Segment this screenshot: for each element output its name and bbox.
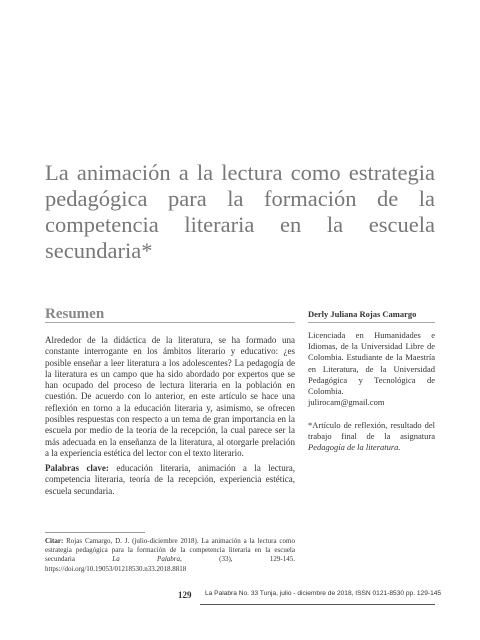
article-note-work-title: Pedagogía de la literatura. [308,442,401,453]
article-type-note [308,420,435,454]
author-bio: Licenciada en Humanidades e Idiomas, de la Universidad Libre de Colombia. Estudiante de la Maestría en Literatura, de la Universidad Pedagógica y Tecnológica de Colombia. [308,330,435,397]
keywords-text: educación literaria, animación a la lectura, competencia literaria, teoría de la recepción, experiencia estética, escuela secundaria. [45,463,295,496]
citation-label: Citar: [45,537,64,545]
author-name: Derly Juliana Rojas Camargo [308,309,417,319]
keywords-label: Palabras clave: [45,463,109,473]
article-note-prefix: *Artículo de reflexión, resultado del trabajo final de la asignatura [308,420,435,442]
abstract-rule [45,322,295,323]
citation [45,537,295,574]
author-rule [308,322,435,323]
article-title: La animación a la lectura como estrategia pedagógica para la formación de la competencia literaria en la escuela secundaria* [45,160,435,263]
abstract-text: Alrededor de la didáctica de la literatura, se ha formado una constante interrogante en los ámbitos literario y educativo: ¿es posible enseñar a leer literatura a los adolescentes? La pedagogía de la literatura es un campo que ha sido abordado por expertos que se han ocupado del proceso de lectura literaria en la población en cuestión. De acuerdo con lo anterior, en este artículo se hace una reflexión en torno a la educación literaria y, asimismo, se ofrecen posibles respuestas con respecto a un tema de gran importancia en la escuela por medio de la teoría de la recepción, la cual parece ser la más adecuada en la enseñanza de la literatura, al otorgarle prelación a la experiencia estética del lector con el texto literario. [45,335,295,458]
journal-footer: La Palabra No. 33 Tunja, julio - diciembre de 2018, ISSN 0121-8530 pp. 129-145 [205,590,442,597]
keywords [45,463,295,497]
abstract-heading: Resumen [45,306,105,322]
footer-rule [200,604,435,605]
citation-journal: La Palabra [112,555,181,564]
citation-text-after: , (33), 129-145. https://doi.org/10.19053/01218530.n33.2018.8818 [45,555,295,573]
citation-text-before: Rojas Camargo, D. J. (julio-diciembre 2018). La animación a la lectura como estrategia pedagógica para la formación de la competencia literaria en la escuela secundaria [45,537,295,564]
page-number: 129 [178,590,192,600]
footnote-rule [45,532,145,533]
author-email: julirocam@gmail.com [308,397,385,407]
